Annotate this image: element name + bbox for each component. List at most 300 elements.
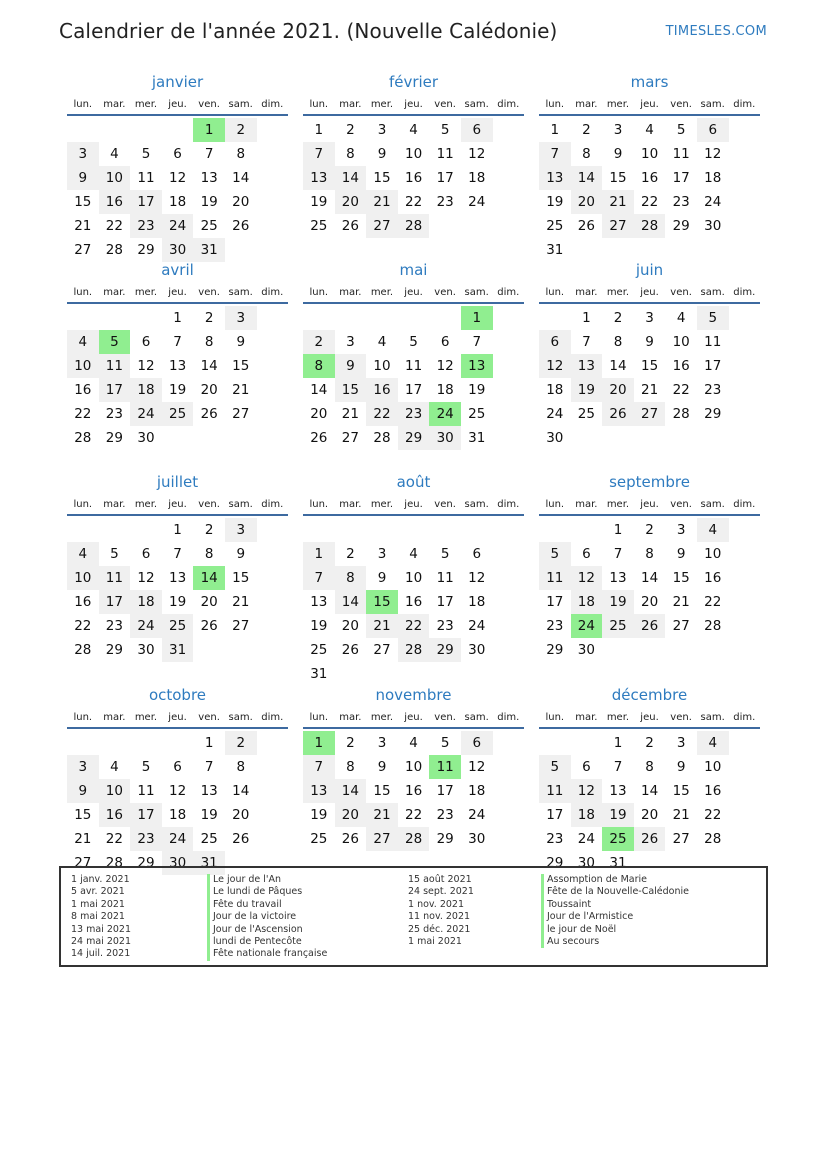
legend-date: 8 mai 2021 <box>71 911 125 923</box>
day-grid <box>303 118 524 238</box>
empty-cell <box>99 731 131 755</box>
weekday-label: dim. <box>733 99 756 110</box>
day-cell: 3 <box>377 735 387 751</box>
day-cell: 22 <box>640 194 659 210</box>
weekday-label: lun. <box>545 99 565 110</box>
day-cell: 7 <box>303 755 335 779</box>
day-cell: 24 <box>468 194 486 210</box>
weekday-label: dim. <box>497 287 520 298</box>
day-cell: 8 <box>236 759 246 775</box>
holiday-day-cell: 1 <box>461 306 493 330</box>
day-cell: 31 <box>546 242 564 258</box>
day-cell: 5 <box>539 542 571 566</box>
legend-holiday-name: le jour de Noël <box>541 924 689 936</box>
weekday-label: mer. <box>606 99 630 110</box>
day-cell: 17 <box>546 807 564 823</box>
day-cell: 8 <box>236 146 246 162</box>
weekday-header <box>67 284 288 304</box>
day-cell: 18 <box>571 803 603 827</box>
day-cell: 15 <box>74 194 92 210</box>
weekday-label: dim. <box>733 287 756 298</box>
weekday-label: mar. <box>339 99 362 110</box>
day-cell: 7 <box>303 142 335 166</box>
weekday-label: lun. <box>545 287 565 298</box>
day-cell: 12 <box>468 759 486 775</box>
day-cell: 22 <box>105 218 123 234</box>
month-name: janvier <box>151 73 204 91</box>
day-cell: 29 <box>398 426 430 450</box>
day-cell: 8 <box>346 146 355 162</box>
day-cell: 6 <box>461 731 493 755</box>
day-cell: 28 <box>704 831 722 847</box>
weekday-label: mar. <box>103 99 126 110</box>
weekday-label: jeu. <box>640 499 659 510</box>
legend-date: 24 sept. 2021 <box>408 886 474 898</box>
weekday-label: ven. <box>434 499 456 510</box>
day-cell: 13 <box>310 594 328 610</box>
day-cell: 6 <box>582 546 591 562</box>
weekday-header <box>539 96 760 116</box>
day-cell: 2 <box>204 310 214 326</box>
brand-logo[interactable]: TIMESLES.COM <box>665 24 767 39</box>
day-cell: 1 <box>582 310 591 326</box>
day-cell: 9 <box>67 166 99 190</box>
weekday-label: sam. <box>700 712 725 723</box>
weekday-label: jeu. <box>168 499 187 510</box>
day-cell: 15 <box>640 358 659 374</box>
day-cell: 31 <box>310 666 328 682</box>
day-grid <box>67 731 288 875</box>
month-name: juin <box>635 261 664 279</box>
legend-date: 24 mai 2021 <box>71 936 132 948</box>
day-cell: 11 <box>137 170 155 186</box>
weekday-label: dim. <box>733 499 756 510</box>
day-cell: 5 <box>539 755 571 779</box>
holiday-day-cell: 5 <box>99 330 131 354</box>
holiday-day-cell: 11 <box>429 755 461 779</box>
day-cell: 5 <box>697 306 729 330</box>
day-cell: 7 <box>539 142 571 166</box>
day-cell: 6 <box>141 546 151 562</box>
day-cell: 26 <box>341 831 359 847</box>
empty-cell <box>539 306 571 330</box>
day-cell: 28 <box>74 430 92 446</box>
weekday-label: mer. <box>370 499 394 510</box>
day-cell: 8 <box>346 759 355 775</box>
day-cell: 7 <box>173 546 182 562</box>
day-cell: 26 <box>200 406 218 422</box>
day-cell: 21 <box>232 594 250 610</box>
legend-date: 1 janv. 2021 <box>71 874 130 885</box>
weekday-label: lun. <box>73 99 93 110</box>
empty-cell <box>539 518 571 542</box>
holiday-day-cell: 8 <box>303 354 335 378</box>
day-grid <box>303 518 524 686</box>
day-cell: 29 <box>436 831 454 847</box>
day-cell: 19 <box>468 382 486 398</box>
day-cell: 7 <box>582 334 591 350</box>
weekday-label: dim. <box>261 99 284 110</box>
empty-cell <box>162 118 194 142</box>
day-cell: 18 <box>130 590 162 614</box>
day-cell: 23 <box>130 827 162 851</box>
day-cell: 9 <box>236 546 246 562</box>
day-cell: 14 <box>310 382 328 398</box>
weekday-header <box>539 709 760 729</box>
day-cell: 29 <box>137 855 155 871</box>
day-cell: 21 <box>74 831 92 847</box>
day-cell: 28 <box>373 430 391 446</box>
day-cell: 14 <box>335 590 367 614</box>
day-cell: 10 <box>404 570 423 586</box>
weekday-label: dim. <box>733 712 756 723</box>
empty-cell <box>67 306 99 330</box>
empty-cell <box>99 518 131 542</box>
day-cell: 29 <box>546 855 564 871</box>
day-cell: 1 <box>613 522 623 538</box>
day-cell: 18 <box>468 170 486 186</box>
holiday-day-cell: 1 <box>303 731 335 755</box>
month-name: octobre <box>148 686 207 704</box>
day-cell: 5 <box>110 546 119 562</box>
day-cell: 15 <box>74 807 92 823</box>
day-cell: 18 <box>468 594 486 610</box>
legend-date: 11 nov. 2021 <box>408 911 471 923</box>
day-cell: 30 <box>162 238 194 262</box>
day-cell: 21 <box>366 803 398 827</box>
day-cell: 8 <box>582 146 591 162</box>
day-cell: 11 <box>404 358 423 374</box>
day-cell: 30 <box>546 430 564 446</box>
day-cell: 16 <box>704 783 722 799</box>
day-cell: 1 <box>173 522 182 538</box>
legend-date: 25 déc. 2021 <box>408 923 471 935</box>
day-cell: 21 <box>672 594 690 610</box>
day-cell: 6 <box>173 759 182 775</box>
day-cell: 24 <box>130 614 162 638</box>
day-cell: 21 <box>602 190 634 214</box>
day-cell: 5 <box>440 735 450 751</box>
day-cell: 4 <box>67 542 99 566</box>
day-cell: 16 <box>74 594 92 610</box>
weekday-label: jeu. <box>168 287 187 298</box>
weekday-label: sam. <box>464 712 489 723</box>
day-grid <box>67 118 288 262</box>
day-cell: 17 <box>546 594 564 610</box>
day-cell: 15 <box>373 170 391 186</box>
day-cell: 24 <box>704 194 722 210</box>
day-cell: 21 <box>341 406 359 422</box>
day-cell: 18 <box>168 807 187 823</box>
holiday-day-cell: 24 <box>571 614 603 638</box>
day-cell: 20 <box>571 190 603 214</box>
day-cell: 4 <box>377 334 387 350</box>
day-cell: 12 <box>539 354 571 378</box>
day-cell: 6 <box>173 146 182 162</box>
month-3 <box>67 260 288 450</box>
day-cell: 3 <box>346 334 355 350</box>
day-cell: 28 <box>398 214 430 238</box>
empty-cell <box>366 306 398 330</box>
empty-cell <box>99 118 131 142</box>
day-cell: 18 <box>168 194 187 210</box>
legend-left-names <box>207 874 327 961</box>
weekday-label: ven. <box>670 499 692 510</box>
weekday-label: jeu. <box>640 99 659 110</box>
weekday-label: mer. <box>606 287 630 298</box>
day-cell: 7 <box>613 546 623 562</box>
weekday-label: sam. <box>464 99 489 110</box>
day-cell: 22 <box>704 594 722 610</box>
day-cell: 23 <box>105 618 123 634</box>
empty-cell <box>67 518 99 542</box>
day-cell: 1 <box>173 310 182 326</box>
weekday-label: ven. <box>434 287 456 298</box>
weekday-label: lun. <box>73 287 93 298</box>
weekday-label: mer. <box>370 99 394 110</box>
day-cell: 30 <box>468 831 486 847</box>
weekday-label: ven. <box>198 287 220 298</box>
day-cell: 23 <box>546 618 564 634</box>
day-cell: 4 <box>676 310 686 326</box>
day-cell: 3 <box>676 735 686 751</box>
day-cell: 18 <box>130 378 162 402</box>
day-cell: 3 <box>67 755 99 779</box>
day-cell: 2 <box>582 122 591 138</box>
month-7 <box>303 472 524 686</box>
day-cell: 10 <box>373 358 391 374</box>
day-cell: 6 <box>697 118 729 142</box>
day-cell: 15 <box>609 170 627 186</box>
weekday-label: sam. <box>228 499 253 510</box>
day-cell: 6 <box>440 334 450 350</box>
day-cell: 19 <box>200 807 218 823</box>
legend-holiday-name: Assomption de Marie <box>541 874 689 886</box>
day-cell: 29 <box>105 642 123 658</box>
day-cell: 6 <box>461 118 493 142</box>
day-cell: 2 <box>346 122 355 138</box>
day-cell: 24 <box>162 827 194 851</box>
weekday-label: dim. <box>261 499 284 510</box>
day-cell: 2 <box>204 522 214 538</box>
day-cell: 27 <box>74 242 92 258</box>
day-grid <box>67 518 288 662</box>
legend-holiday-name: Fête de la Nouvelle-Calédonie <box>541 886 689 898</box>
day-cell: 31 <box>609 855 627 871</box>
day-cell: 21 <box>640 382 659 398</box>
weekday-label: lun. <box>73 499 93 510</box>
day-cell: 5 <box>141 146 151 162</box>
day-cell: 19 <box>310 807 328 823</box>
weekday-label: mer. <box>606 712 630 723</box>
day-cell: 9 <box>236 334 246 350</box>
weekday-label: jeu. <box>404 499 423 510</box>
day-cell: 5 <box>440 122 450 138</box>
day-cell: 22 <box>404 807 423 823</box>
weekday-label: mar. <box>575 499 598 510</box>
weekday-label: jeu. <box>640 712 659 723</box>
empty-cell <box>366 518 398 542</box>
legend-date: 15 août 2021 <box>408 874 472 885</box>
day-cell: 26 <box>602 402 634 426</box>
day-cell: 27 <box>74 855 92 871</box>
holiday-day-cell: 13 <box>461 354 493 378</box>
day-cell: 3 <box>676 522 686 538</box>
day-cell: 3 <box>613 122 623 138</box>
day-cell: 25 <box>200 218 218 234</box>
legend-date: 13 mai 2021 <box>71 923 132 935</box>
day-cell: 22 <box>366 402 398 426</box>
day-cell: 26 <box>341 218 359 234</box>
day-cell: 2 <box>645 735 654 751</box>
day-cell: 10 <box>404 759 423 775</box>
month-name: août <box>396 473 431 491</box>
day-cell: 1 <box>204 735 214 751</box>
weekday-label: mar. <box>575 99 598 110</box>
weekday-label: sam. <box>700 499 725 510</box>
day-cell: 21 <box>366 190 398 214</box>
day-cell: 16 <box>74 382 92 398</box>
day-cell: 27 <box>232 406 250 422</box>
day-cell: 17 <box>436 594 454 610</box>
day-cell: 13 <box>303 166 335 190</box>
day-cell: 30 <box>137 430 155 446</box>
day-cell: 9 <box>377 146 387 162</box>
weekday-label: ven. <box>670 99 692 110</box>
month-name: mai <box>399 261 428 279</box>
day-cell: 13 <box>609 570 627 586</box>
month-0 <box>67 72 288 262</box>
month-9 <box>67 685 288 875</box>
day-cell: 19 <box>310 194 328 210</box>
weekday-label: mar. <box>339 287 362 298</box>
day-cell: 12 <box>468 146 486 162</box>
day-cell: 20 <box>200 594 218 610</box>
day-cell: 2 <box>346 546 355 562</box>
day-cell: 25 <box>468 406 486 422</box>
empty-cell <box>130 731 162 755</box>
day-cell: 16 <box>404 783 423 799</box>
day-cell: 6 <box>582 759 591 775</box>
day-cell: 20 <box>310 406 328 422</box>
legend-holiday-name: Jour de l'Armistice <box>541 911 689 923</box>
day-cell: 25 <box>310 831 328 847</box>
day-cell: 9 <box>645 334 654 350</box>
day-cell: 24 <box>468 618 486 634</box>
day-cell: 13 <box>168 358 187 374</box>
day-cell: 21 <box>232 382 250 398</box>
weekday-header <box>303 496 524 516</box>
day-cell: 4 <box>409 735 418 751</box>
day-cell: 23 <box>672 194 690 210</box>
day-cell: 6 <box>472 546 482 562</box>
day-cell: 30 <box>577 855 595 871</box>
day-cell: 16 <box>640 170 659 186</box>
day-cell: 12 <box>571 566 603 590</box>
weekday-label: mer. <box>134 287 158 298</box>
day-cell: 8 <box>204 334 214 350</box>
day-cell: 17 <box>672 170 690 186</box>
day-cell: 2 <box>645 522 654 538</box>
month-name: novembre <box>375 686 452 704</box>
day-cell: 25 <box>577 406 595 422</box>
legend-holiday-name: Jour de l'Ascension <box>207 924 327 936</box>
empty-cell <box>130 118 162 142</box>
day-cell: 29 <box>429 638 461 662</box>
month-5 <box>539 260 760 450</box>
day-cell: 31 <box>193 851 225 875</box>
day-cell: 1 <box>314 122 324 138</box>
weekday-label: lun. <box>309 499 329 510</box>
day-cell: 18 <box>468 783 486 799</box>
day-cell: 10 <box>99 779 131 803</box>
day-cell: 13 <box>168 570 187 586</box>
day-cell: 3 <box>645 310 654 326</box>
day-cell: 6 <box>141 334 151 350</box>
day-cell: 13 <box>200 170 218 186</box>
day-cell: 10 <box>67 354 99 378</box>
day-cell: 18 <box>436 382 454 398</box>
legend-date: 1 mai 2021 <box>408 936 462 948</box>
day-cell: 31 <box>193 238 225 262</box>
weekday-header <box>67 709 288 729</box>
day-cell: 24 <box>130 402 162 426</box>
day-cell: 29 <box>105 430 123 446</box>
weekday-header <box>303 284 524 304</box>
day-cell: 11 <box>99 354 131 378</box>
day-cell: 4 <box>110 146 119 162</box>
day-cell: 25 <box>200 831 218 847</box>
weekday-label: mar. <box>103 499 126 510</box>
day-cell: 27 <box>373 642 391 658</box>
day-cell: 27 <box>672 618 690 634</box>
month-11 <box>539 685 760 875</box>
day-cell: 20 <box>640 594 659 610</box>
day-cell: 17 <box>704 358 722 374</box>
day-cell: 2 <box>225 731 257 755</box>
day-cell: 12 <box>571 779 603 803</box>
day-cell: 14 <box>609 358 627 374</box>
day-cell: 14 <box>571 166 603 190</box>
day-cell: 15 <box>335 378 367 402</box>
holiday-day-cell: 15 <box>366 590 398 614</box>
day-cell: 10 <box>672 334 690 350</box>
day-cell: 15 <box>672 570 690 586</box>
weekday-label: sam. <box>464 499 489 510</box>
day-cell: 20 <box>640 807 659 823</box>
empty-cell <box>429 518 461 542</box>
day-cell: 3 <box>225 518 257 542</box>
empty-cell <box>130 306 162 330</box>
day-cell: 5 <box>440 546 450 562</box>
weekday-label: lun. <box>545 499 565 510</box>
day-cell: 26 <box>310 430 328 446</box>
weekday-header <box>303 709 524 729</box>
day-cell: 19 <box>168 382 187 398</box>
day-cell: 20 <box>335 190 367 214</box>
day-cell: 20 <box>232 807 250 823</box>
day-cell: 10 <box>640 146 659 162</box>
day-cell: 13 <box>609 783 627 799</box>
weekday-label: mar. <box>339 712 362 723</box>
day-cell: 26 <box>634 614 666 638</box>
day-cell: 27 <box>366 827 398 851</box>
day-cell: 9 <box>377 570 387 586</box>
day-cell: 25 <box>602 614 634 638</box>
legend-holiday-name: Fête nationale française <box>207 948 327 960</box>
day-cell: 17 <box>436 170 454 186</box>
day-cell: 5 <box>676 122 686 138</box>
